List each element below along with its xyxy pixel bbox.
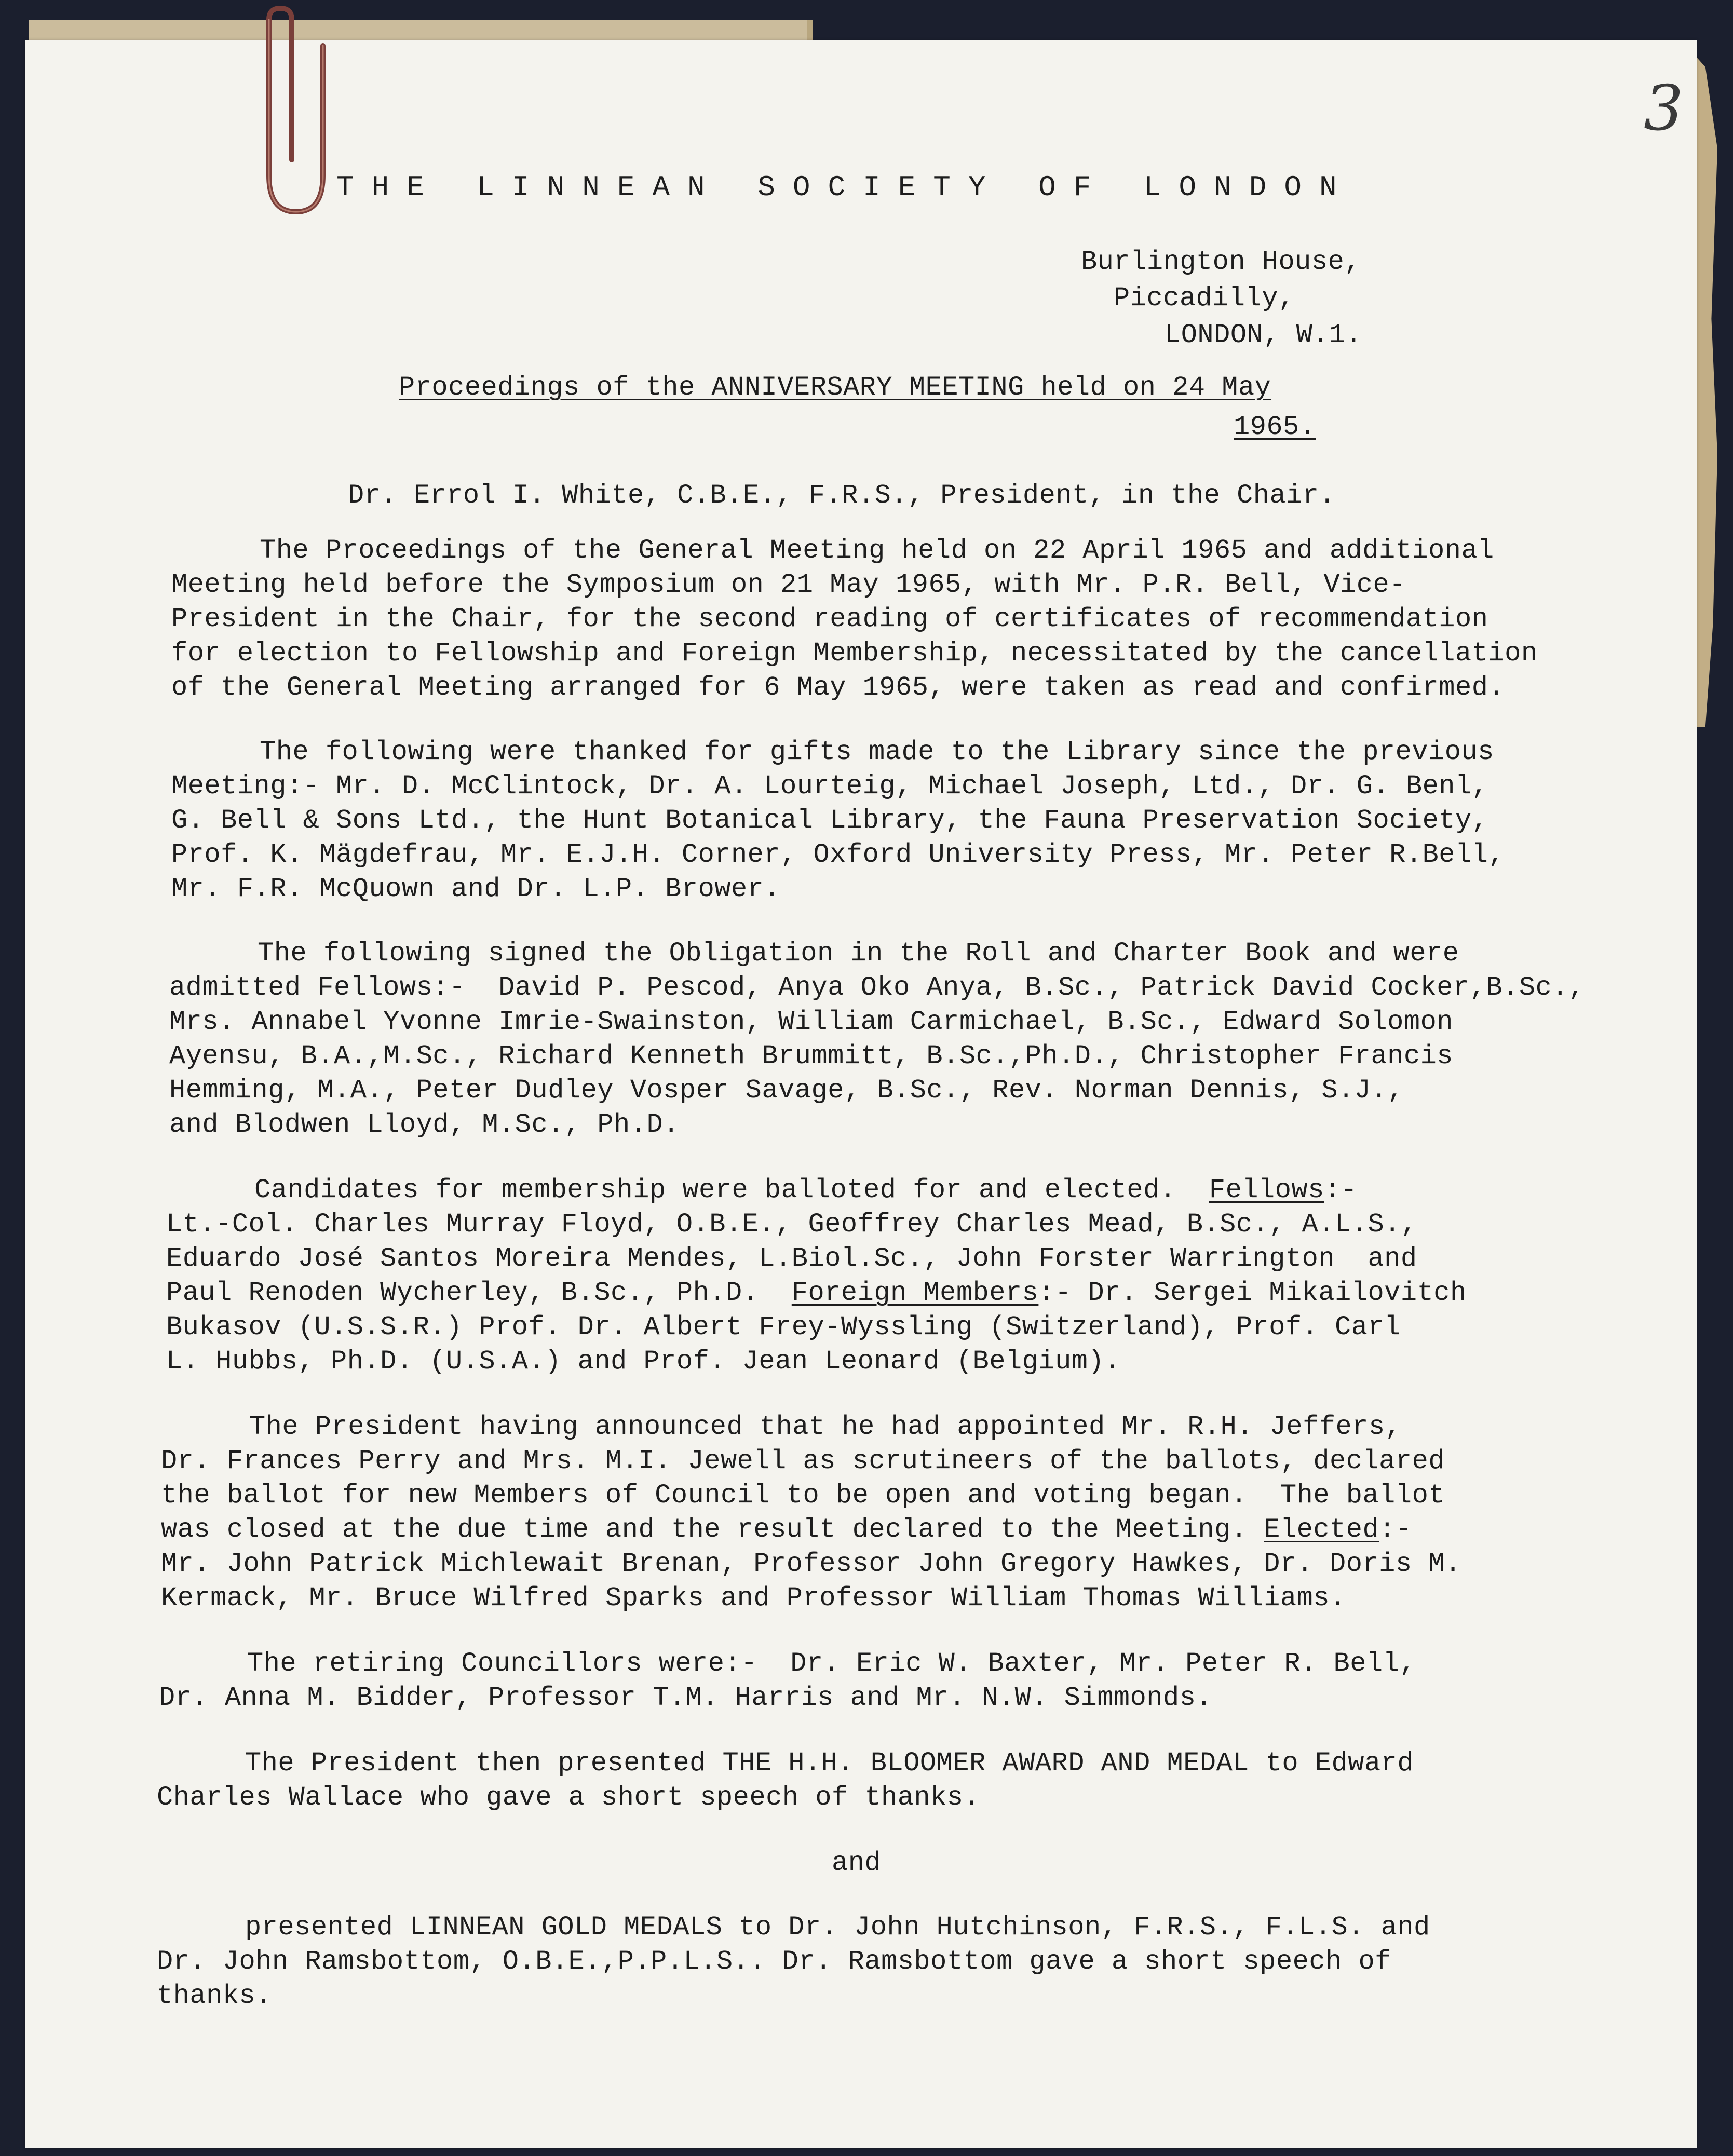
paperclip-icon [239,4,343,222]
chair-line: Dr. Errol I. White, C.B.E., F.R.S., President, in the Chair. [348,480,1336,511]
text-line: the ballot for new Members of Council to be open and voting began. The ballot [161,1480,1445,1511]
text-line: Eduardo José Santos Moreira Mendes, L.Biol.Sc., John Forster Warrington and [166,1243,1417,1274]
text-line: and Blodwen Lloyd, M.Sc., Ph.D. [169,1109,680,1140]
foreign-members-label: Foreign Members [791,1278,1039,1308]
text-line: G. Bell & Sons Ltd., the Hunt Botanical Library, the Fauna Preservation Society, [171,805,1488,836]
meeting-heading: Proceedings of the ANNIVERSARY MEETING held on 24 May [399,372,1271,403]
address-line-2: Piccadilly, [1114,283,1295,314]
text-line: Lt.-Col. Charles Murray Floyd, O.B.E., Geoffrey Charles Mead, B.Sc., A.L.S., [166,1209,1417,1240]
document-page [25,40,1697,2148]
and-line: and [832,1848,882,1878]
text-line: Meeting:- Mr. D. McClintock, Dr. A. Lourteig, Michael Joseph, Ltd., Dr. G. Benl, [171,771,1488,802]
text-line: thanks. [157,1981,272,2011]
text-line: Dr. Frances Perry and Mrs. M.I. Jewell as scrutineers of the ballots, declared [161,1446,1445,1476]
text-line: was closed at the due time and the result declared to the Meeting. Elected:- [161,1514,1412,1545]
text-line: Mrs. Annabel Yvonne Imrie-Swainston, William Carmichael, B.Sc., Edward Solomon [169,1007,1453,1037]
text-line: Bukasov (U.S.S.R.) Prof. Dr. Albert Frey-Wyssling (Switzerland), Prof. Carl [166,1312,1401,1343]
text-line: President in the Chair, for the second reading of certificates of recommendation [171,604,1488,634]
text-line: Kermack, Mr. Bruce Wilfred Sparks and Professor William Thomas Williams. [161,1583,1346,1613]
text-line: Mr. F.R. McQuown and Dr. L.P. Brower. [171,874,781,904]
elected-label: Elected [1264,1514,1379,1545]
page-number: 3 [1644,73,1684,145]
text-line: admitted Fellows:- David P. Pescod, Anya Oko Anya, B.Sc., Patrick David Cocker,B.Sc., [169,972,1585,1003]
text-line: Dr. Anna M. Bidder, Professor T.M. Harris and Mr. N.W. Simmonds. [159,1683,1213,1713]
text-line: The Proceedings of the General Meeting held on 22 April 1965 and additional [260,535,1494,566]
address-line-1: Burlington House, [1081,247,1361,277]
text-line: presented LINNEAN GOLD MEDALS to Dr. John Hutchinson, F.R.S., F.L.S. and [245,1912,1430,1943]
text-line: The President then presented THE H.H. BLOOMER AWARD AND MEDAL to Edward [245,1748,1414,1779]
text-line: Candidates for membership were balloted for and elected. Fellows:- [254,1175,1358,1205]
text-line: for election to Fellowship and Foreign Membership, necessitated by the cancellation [171,638,1538,669]
text-line: Hemming, M.A., Peter Dudley Vosper Savage, B.Sc., Rev. Norman Dennis, S.J., [169,1075,1404,1106]
society-name: THE LINNEAN SOCIETY OF LONDON [336,171,1355,204]
text-line: Ayensu, B.A.,M.Sc., Richard Kenneth Brummitt, B.Sc.,Ph.D., Christopher Francis [169,1041,1453,1072]
text-line: The President having announced that he had appointed Mr. R.H. Jeffers, [249,1412,1402,1442]
meeting-heading-year: 1965. [1234,412,1316,442]
text-line: Prof. K. Mägdefrau, Mr. E.J.H. Corner, Oxford University Press, Mr. Peter R.Bell, [171,839,1505,870]
text-line: L. Hubbs, Ph.D. (U.S.A.) and Prof. Jean Leonard (Belgium). [166,1346,1121,1377]
text-line: Dr. John Ramsbottom, O.B.E.,P.P.L.S.. Dr. Ramsbottom gave a short speech of [157,1946,1391,1977]
text-line: Mr. John Patrick Michlewait Brenan, Professor John Gregory Hawkes, Dr. Doris M. [161,1549,1461,1579]
address-line-3: LONDON, W.1. [1165,320,1362,350]
text-line: Paul Renoden Wycherley, B.Sc., Ph.D. Foreign Members:- Dr. Sergei Mikailovitch [166,1278,1467,1308]
text-line: of the General Meeting arranged for 6 May 1965, were taken as read and confirmed. [171,672,1505,703]
text-line: The retiring Councillors were:- Dr. Eric W. Baxter, Mr. Peter R. Bell, [247,1648,1416,1679]
text-line: The following signed the Obligation in the Roll and Charter Book and were [258,938,1459,969]
text-line: Meeting held before the Symposium on 21 May 1965, with Mr. P.R. Bell, Vice- [171,569,1406,600]
fellows-label: Fellows [1209,1175,1324,1205]
text-line: Charles Wallace who gave a short speech of thanks. [157,1782,980,1813]
text-line: The following were thanked for gifts made to the Library since the previous [260,737,1494,767]
